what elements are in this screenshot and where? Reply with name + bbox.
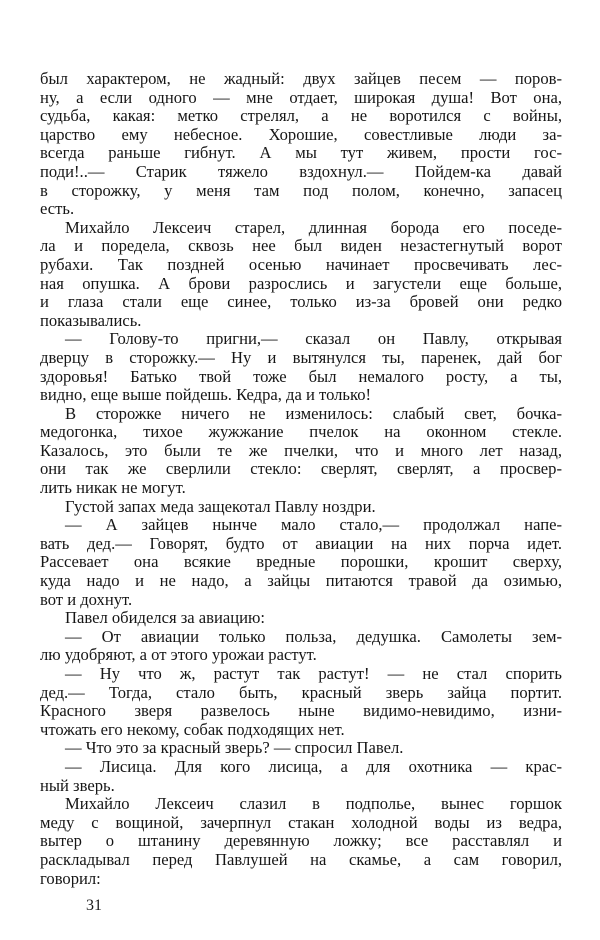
text-line: лю удобряют, а от этого урожаи растут. [40,645,317,665]
text-line: вать дед.— Говорят, будто от авиации на них порча идет. [40,533,562,553]
text-line: меду с вощиной, зачерпнул стакан холодной воды из ведра, [40,812,562,832]
text-line: ный зверь. [40,775,115,795]
text-line: царство ему небесное. Хорошие, совестливые люди за- [40,124,562,144]
text-line: Казалось, это были те же пчелки, что и много лет назад, [40,440,562,460]
text-line: вытер о штанину деревянную ложку; все расставлял и [40,831,562,851]
text-line: Павел обиделся за авиацию: [65,608,266,628]
text-line: Рассевает она всякие вредные порошки, крошит сверху, [40,552,562,572]
text-line: дверцу в сторожку.— Ну и вытянулся ты, паренек, дай бог [40,347,562,367]
text-line: Михайло Лексеич слазил в подполье, вынес горшок [65,794,562,814]
text-line: говорил: [40,868,101,888]
text-line: они так же сверлили стекло: сверлят, сверлят, а просвер- [40,459,562,479]
text-line: Густой запах меда защекотал Павлу ноздри. [65,496,376,516]
text-line: Красного зверя развелось ныне видимо-невидимо, изни- [40,701,562,721]
body-text [40,70,562,888]
page-number: 31 [86,897,102,914]
text-line: В сторожке ничего не изменилось: слабый свет, бочка- [65,403,562,423]
text-line: — Голову-то пригни,— сказал он Павлу, открывая [65,329,562,349]
text-line: поди!..— Старик тяжело вздохнул.— Пойдем-ка давай [40,161,562,181]
text-line: Михайло Лексеич старел, длинная борода его поседе- [65,217,562,237]
text-line: ная опушка. А брови разрослись и загустели еще больше, [40,273,562,293]
text-line: вот и дохнут. [40,589,133,609]
text-line: раскладывал перед Павлушей на скамье, а сам говорил, [40,849,562,869]
text-line: ну, а если одного — мне отдает, широкая душа! Вот она, [40,87,562,107]
text-line: рубахи. Так поздней осенью начинает просвечивать лес- [40,254,562,274]
text-line: видно, еще выше пойдешь. Кедра, да и только! [40,385,372,405]
text-line: — Ну что ж, растут так растут! — не стал спорить [65,664,562,683]
text-line: — Что это за красный зверь? — спросил Павел. [65,738,404,758]
text-line: в сторожку, у меня там под полом, конечно, запасец [40,180,562,200]
text-line: был характером, не жадный: двух зайцев песем — поров- [40,69,562,88]
text-line: чтожать его некому, собак подходящих нет. [40,719,345,739]
text-line: здоровья! Батько твой тоже был немалого росту, а ты, [40,366,562,386]
text-line: дед.— Тогда, стало быть, красный зверь зайца портит. [40,682,562,702]
text-line: показывались. [40,310,142,330]
text-line: есть. [40,199,75,219]
text-line: лить никак не могут. [40,478,186,498]
text-line: куда надо и не надо, а зайцы питаются травой да озимью, [40,571,562,591]
text-line: судьба, какая: метко стрелял, а не воротился с войны, [40,106,562,126]
text-line: — Лисица. Для кого лисица, а для охотника — крас- [65,756,562,776]
text-line: и глаза стали еще синее, только из-за бровей они редко [40,292,562,312]
text-line: — От авиации только польза, дедушка. Самолеты зем- [65,626,562,646]
text-line: ла и поредела, сквозь нее был виден незастегнутый ворот [40,236,562,256]
text-line: медогонка, тихое жужжание пчелок на оконном стекле. [40,422,562,442]
text-line: — А зайцев нынче мало стало,— продолжал напе- [65,515,562,535]
text-line: всегда раньше гибнут. А мы тут живем, прости гос- [40,143,562,163]
